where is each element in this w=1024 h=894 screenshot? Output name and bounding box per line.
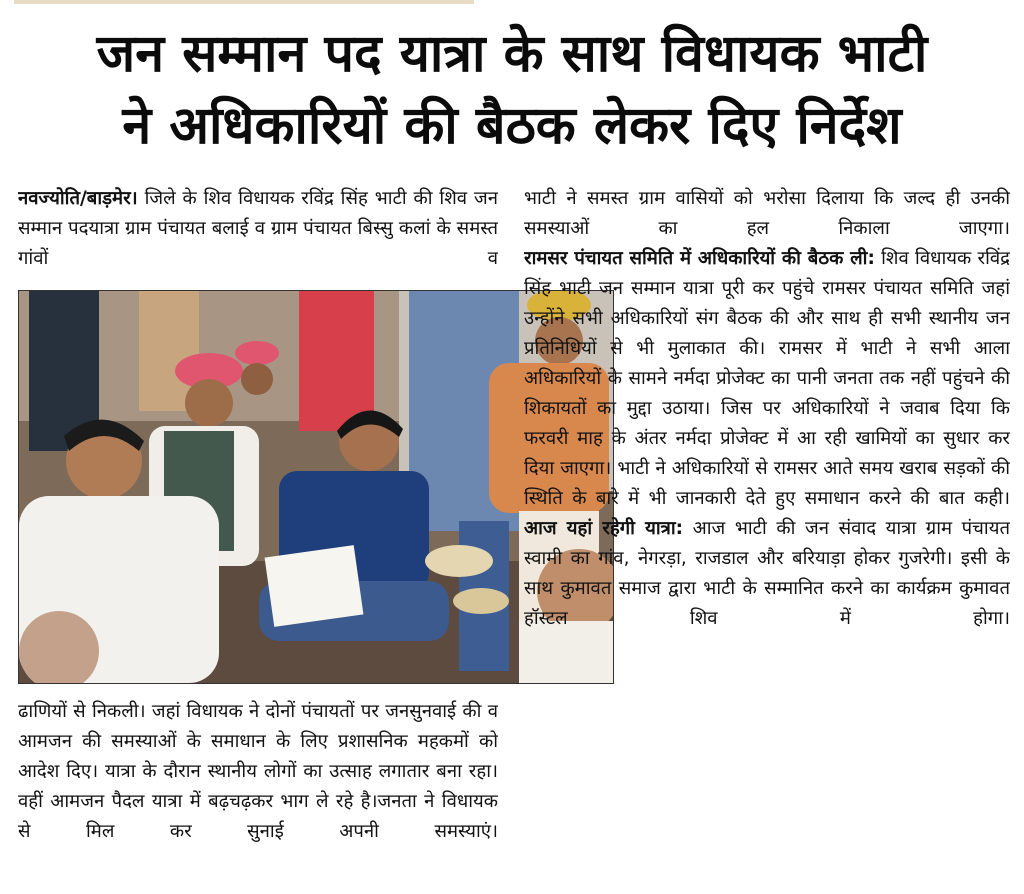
article-right-column xyxy=(524,184,1010,884)
article-left-bottom xyxy=(18,697,498,889)
subhead-ramsar-meeting: रामसर पंचायत समिति में अधिकारियों की बैठक ली: xyxy=(524,248,875,269)
left-top-body: जिले के शिव विधायक रविंद्र सिंह भाटी की शिव जन सम्मान पदयात्रा ग्राम पंचायत बलाई व ग्राम पंचायत बिस्सु कलां के समस्त गांवों व xyxy=(18,188,498,269)
subhead-today-yatra: आज यहां रहेगी यात्रा: xyxy=(524,518,684,539)
dateline: नवज्योति/बाड़मेर। xyxy=(18,188,138,209)
top-rule xyxy=(14,0,474,4)
right-para-2: आज भाटी की जन संवाद यात्रा ग्राम पंचायत स्वामी का गांव, नेगरड़ा, राजडाल और बरियाड़ा होकर गुजरेगी। इसी के साथ कुमावत समाज द्वारा भाटी के सम्मानित करने का कार्यक्रम कुमावत हॉस्टल शिव में होगा। xyxy=(524,518,1010,629)
headline xyxy=(0,18,1024,162)
left-bottom-body: ढाणियों से निकली। जहां विधायक ने दोनों पंचायतों पर जनसुनवाई की व आमजन की समस्याओं के समाधान के लिए प्रशासनिक महकमों को आदेश दिए। यात्रा के दौरान स्थानीय लोगों का उत्साह लगातार बना रहा। वहीं आमजन पैदल यात्रा में बढ़चढ़कर भाग ले रहे है।जनता ने विधायक से मिल कर सुनाई अपनी समस्याएं। xyxy=(18,701,498,842)
headline-line-2: ने अधिकारियों की बैठक लेकर दिए निर्देश xyxy=(122,96,902,156)
article-left-top xyxy=(18,184,498,276)
right-para-1: शिव विधायक रविंद्र सिंह भाटी जन सम्मान यात्रा पूरी कर पहुंचे रामसर पंचायत समिति जहां उन्होंने सभी अधिकारियों संग बैठक की और साथ ही सभी स्थानीय जन प्रतिनिधियों से भी मुलाकात की। रामसर में भाटी ने सभी आला अधिकारियों के सामने नर्मदा प्रोजेक्ट का पानी जनता तक नहीं पहुंचने की शिकायतों का मुद्दा उठाया। जिस पर अधिकारियों ने जवाब दिया कि फरवरी माह के अंतर नर्मदा प्रोजेक्ट में आ रही खामियों का सुधार कर दिया जाएगा। भाटी ने अधिकारियों से रामसर आते समय खराब सड़कों की स्थिति के बारे में भी जानकारी देते हुए समाधान करने की बात कही। xyxy=(524,248,1010,509)
right-intro: भाटी ने समस्त ग्राम वासियों को भरोसा दिलाया कि जल्द ही उनकी समस्याओं का हल निकाला जाएगा। xyxy=(524,188,1010,239)
headline-line-1: जन सम्मान पद यात्रा के साथ विधायक भाटी xyxy=(96,24,928,84)
